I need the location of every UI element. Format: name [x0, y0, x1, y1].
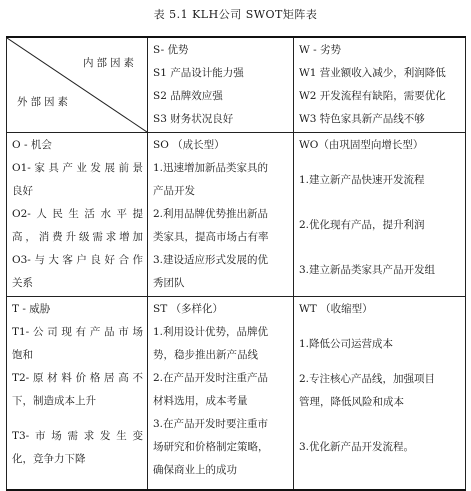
threat-line: T3-市场需求发生变: [12, 430, 143, 442]
st-strategy-cell: [148, 297, 294, 491]
threats-cell: [7, 297, 148, 491]
so-line: 1.迅速增加新品类家具的: [153, 162, 269, 174]
wt-line: 3.优化新产品开发流程。: [299, 441, 415, 453]
threat-line: T1-公司现有产品市场: [12, 326, 143, 338]
threat-line: T2-原材料价格居高不: [12, 372, 143, 384]
internal-factors-label: 内部因素: [83, 57, 137, 69]
so-title: SO （成长型）: [153, 139, 225, 151]
threats-title: T - 威胁: [12, 303, 51, 315]
strength-item: S3 财务状况良好: [153, 113, 234, 125]
opportunity-line: O3-与大客户良好合作: [12, 254, 143, 266]
wo-item: 3.建立新品类家具产品开发组: [299, 264, 436, 276]
weaknesses-cell: [294, 37, 466, 133]
opportunity-line: O1-家具产业发展前景: [12, 162, 143, 174]
weaknesses-title: W - 劣势: [299, 44, 342, 56]
wo-title: WO（由巩固型向增长型）: [299, 139, 424, 151]
so-line: 类家具，提高市场占有率: [153, 231, 269, 243]
external-factors-label: 外部因素: [17, 96, 71, 108]
wt-strategy-cell: [294, 297, 466, 491]
strength-item: S2 品牌效应强: [153, 90, 223, 102]
threat-line: 下，制造成本上升: [12, 395, 96, 407]
header-row: [7, 37, 466, 133]
st-line: 2.在产品开发时注重产品: [153, 372, 269, 384]
wo-strategy-cell: [294, 133, 466, 297]
so-line: 2.利用品牌优势推出新品: [153, 208, 269, 220]
so-line: 3.建设适应形式发展的优: [153, 254, 269, 266]
wt-line: 管理，降低风险和成本: [299, 396, 404, 408]
opportunity-line: O2-人民生活水平提: [12, 208, 143, 220]
st-line: 1.利用设计优势，品牌优: [153, 326, 269, 338]
threat-line: 化，竞争力下降: [12, 453, 86, 465]
st-line: 场研究和价格制定策略，: [153, 441, 269, 453]
weakness-item: W2 开发流程有缺陷，需要优化: [299, 90, 446, 102]
wo-item: 2.优化现有产品，提升利润: [299, 219, 425, 231]
wt-line: 1.降低公司运营成本: [299, 338, 394, 350]
st-line: 势，稳步推出新产品线: [153, 349, 258, 361]
wt-title: WT （收缩型）: [299, 303, 373, 315]
diagonal-header-cell: [7, 37, 148, 133]
strengths-title: S- 优势: [153, 44, 189, 56]
opportunity-line: 良好: [12, 185, 33, 197]
weakness-item: W3 特色家具新产品线不够: [299, 113, 425, 125]
st-line: 确保商业上的成功: [153, 464, 237, 476]
wt-line: 2.专注核心产品线，加强项目: [299, 373, 436, 385]
opportunity-line: 高，消费升级需求增加: [12, 231, 143, 243]
strengths-cell: [148, 37, 294, 133]
opportunities-cell: [7, 133, 148, 297]
st-line: 3.在产品开发时要注重市: [153, 418, 269, 430]
threat-line: 饱和: [12, 349, 33, 361]
opportunity-line: 关系: [12, 277, 33, 289]
strength-item: S1 产品设计能力强: [153, 67, 244, 79]
threats-row: [7, 297, 466, 491]
opportunities-row: [7, 133, 466, 297]
table-caption: 表 5.1 KLH公司 SWOT矩阵表: [153, 8, 318, 21]
st-title: ST （多样化）: [153, 303, 224, 315]
swot-matrix-table: [6, 36, 466, 491]
so-line: 产品开发: [153, 185, 195, 197]
so-strategy-cell: [148, 133, 294, 297]
wo-item: 1.建立新产品快速开发流程: [299, 174, 425, 186]
st-line: 材料选用，成本考量: [153, 395, 248, 407]
so-line: 秀团队: [153, 277, 185, 289]
weakness-item: W1 营业额收入减少，利润降低: [299, 67, 446, 79]
opportunities-title: O - 机会: [12, 139, 52, 151]
